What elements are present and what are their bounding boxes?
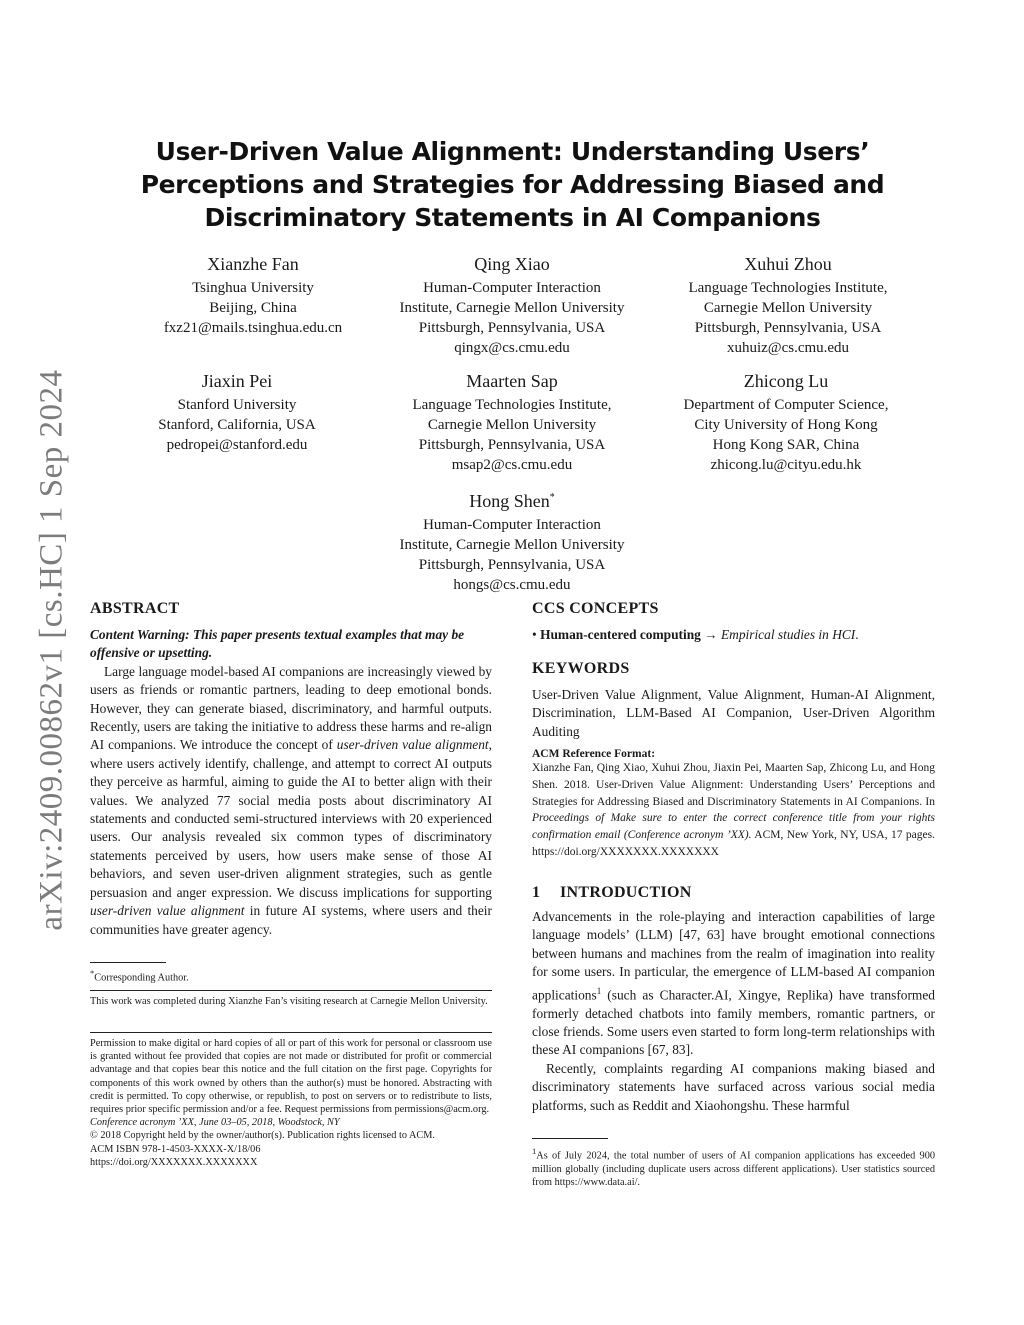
author-name: Hong Shen* — [469, 491, 555, 511]
footnote-marker: 1 — [596, 985, 602, 996]
author-affiliation: City University of Hong Kong — [694, 417, 878, 433]
ccs-heading: CCS CONCEPTS — [532, 600, 659, 617]
permission-text: Permission to make digital or hard copies of all or part of this work for personal or classroom use is granted without fee provided that copies are not made or distributed for profit or commercial advantage and that copies bear this notice and the full citation on the first page. Copyrights for components of this work owned by others than the author(s) must be honored. Abstracting with credit is permitted. To copy otherwise, or republish, to post on servers or to redistribute to lists, requires prior specific permission and/or a fee. Request permissions from permissions@acm.org. Conference acronym ’XX, June 03–05, 2018, Woodstock, NY © 2018 Copyright held by the owner/author(s). Publication rights licensed to ACM. ACM ISBN 978-1-4503-XXXX-X/18/06 https://doi.org/XXXXXXX.XXXXXXX — [90, 1038, 492, 1168]
author-affiliation: Carnegie Mellon University — [703, 300, 873, 316]
keywords-text: User-Driven Value Alignment, Value Alignment, Human-AI Alignment, Discrimination, LLM-Based AI Companion, User-Driven Algorithm Auditing — [532, 687, 935, 739]
author-email: hongs@cs.cmu.edu — [453, 577, 571, 593]
author-email: xuhuiz@cs.cmu.edu — [726, 340, 850, 356]
corresponding-footnote: *Corresponding Author. — [90, 968, 189, 984]
author-affiliation: Language Technologies Institute, — [688, 280, 888, 296]
author-name: Zhicong Lu — [743, 371, 829, 391]
author-block-3 — [638, 252, 938, 358]
reference-format-text: Xianzhe Fan, Qing Xiao, Xuhui Zhou, Jiaxin Pei, Maarten Sap, Zhicong Lu, and Hong Shen. 2018. User-Driven Value Alignment: Understanding Users’ Perceptions and Strategies for Addressing Biased and Discriminatory Statements in AI Companions. In Proceedings of Make sure to enter the correct conference title from your rights confirmation email (Conference acronym ’XX). ACM, New York, NY, USA, 17 pages. https://doi.org/XXXXXXX.XXXXXXX — [532, 762, 935, 858]
author-name: Xuhui Zhou — [744, 254, 832, 274]
author-affiliation: Language Technologies Institute, — [412, 397, 612, 413]
arxiv-sidebar — [22, 360, 82, 940]
visiting-note — [90, 990, 492, 1008]
footnote-rule — [90, 962, 166, 963]
divider — [90, 990, 492, 991]
introduction-text: Advancements in the role-playing and interaction capabilities of large language models’ (LLM) [47, 63] have brought emotional connections between humans and machines from the realm of imagination into reality for some users. In particular, the emergence of LLM-based AI companion applications$^1$ (such as Character.AI, Xingye, Replika) have transformed formerly detached chatbots into family members, romantic partners, or close friends. Some users even started to form long-term relationships with these AI companions [67, 83]. Recently, complaints regarding AI companions making biased and discriminatory statements have surfaced across various social media platforms, such as Reddit and Xiaohongshu. These harmful — [532, 909, 935, 1113]
author-location: Pittsburgh, Pennsylvania, USA — [418, 320, 606, 336]
author-block-5 — [362, 369, 662, 475]
footnote-rule — [532, 1138, 608, 1139]
right-footnote — [532, 1138, 935, 1189]
author-location: Pittsburgh, Pennsylvania, USA — [418, 437, 606, 453]
author-block-4 — [87, 369, 387, 455]
visiting-text: This work was completed during Xianzhe Fan’s visiting research at Carnegie Mellon University. — [90, 996, 488, 1007]
abstract-section — [90, 600, 492, 939]
author-location: Pittsburgh, Pennsylvania, USA — [418, 557, 606, 573]
paper-title: User-Driven Value Alignment: Understanding Users’ Perceptions and Strategies for Addressing Biased and Discriminatory Statements in AI Companions — [140, 137, 885, 232]
author-email: fxz21@mails.tsinghua.edu.cn — [163, 320, 343, 336]
reference-format — [532, 748, 935, 861]
author-email: msap2@cs.cmu.edu — [451, 457, 573, 473]
content-warning: Content Warning: This paper presents textual examples that may be offensive or upsetting. — [90, 627, 465, 661]
author-affiliation: Tsinghua University — [192, 280, 314, 296]
author-affiliation: Carnegie Mellon University — [427, 417, 597, 433]
keywords-section — [532, 660, 935, 741]
permission-block — [90, 1032, 492, 1169]
ccs-section — [532, 600, 935, 644]
arxiv-identifier: arXiv:2409.00862v1 [cs.HC] 1 Sep 2024 — [33, 369, 70, 931]
introduction-heading: 1 INTRODUCTION — [532, 884, 692, 901]
author-block-7 — [362, 486, 662, 595]
corresponding-mark: * — [549, 492, 555, 503]
author-name: Qing Xiao — [474, 254, 550, 274]
author-name: Xianzhe Fan — [207, 254, 299, 274]
keywords-heading: KEYWORDS — [532, 660, 630, 677]
author-email: zhicong.lu@cityu.edu.hk — [710, 457, 862, 473]
left-footnotes — [90, 962, 492, 985]
footnote-text: $^1$As of July 2024, the total number of users of AI companion applications has exceeded 900 million globally (including duplicate users across different applications). User statistics sourced from https://www.data.ai/. — [532, 1146, 935, 1188]
divider — [90, 1032, 492, 1033]
author-name: Jiaxin Pei — [201, 371, 273, 391]
abstract-text: Large language model-based AI companions are increasingly viewed by users as friends or romantic partners, leading to deep emotional bonds. However, they can generate biased, discriminatory, and harmful outputs. Recently, users are taking the initiative to address these harms and re-align AI companions. We introduce the concept of user-driven value alignment, where users actively identify, challenge, and attempt to correct AI outputs they perceive as harmful, aiming to guide the AI to better align with their values. We analyzed 77 social media posts about discriminatory AI statements and conducted semi-structured interviews with 20 experienced users. Our analysis revealed six common types of discriminatory statements perceived by users, how users make sense of those AI behaviors, and seven user-driven alignment strategies, such as gentle persuasion and anger expression. We discuss implications for supporting user-driven value alignment in future AI systems, where users and their communities have greater agency. — [90, 663, 492, 937]
abstract-heading: ABSTRACT — [90, 600, 180, 617]
introduction-section — [532, 884, 935, 1115]
reference-format-heading: ACM Reference Format: — [532, 748, 656, 760]
author-location: Stanford, California, USA — [158, 417, 316, 433]
author-email: qingx@cs.cmu.edu — [454, 340, 570, 356]
author-affiliation: Human-Computer Interaction — [423, 280, 601, 296]
author-location: Hong Kong SAR, China — [712, 437, 860, 453]
author-block-6 — [636, 369, 936, 475]
author-location: Beijing, China — [209, 300, 297, 316]
author-block-2 — [362, 252, 662, 358]
author-affiliation: Stanford University — [177, 397, 297, 413]
author-affiliation: Institute, Carnegie Mellon University — [399, 537, 625, 553]
author-affiliation: Department of Computer Science, — [683, 397, 889, 413]
author-block-1 — [103, 252, 403, 338]
author-affiliation: Human-Computer Interaction — [423, 517, 601, 533]
author-name: Maarten Sap — [466, 371, 558, 391]
author-location: Pittsburgh, Pennsylvania, USA — [694, 320, 882, 336]
author-email: pedropei@stanford.edu — [166, 437, 308, 453]
author-affiliation: Institute, Carnegie Mellon University — [399, 300, 625, 316]
ccs-text: • Human-centered computing → Empirical studies in HCI. — [532, 627, 859, 642]
